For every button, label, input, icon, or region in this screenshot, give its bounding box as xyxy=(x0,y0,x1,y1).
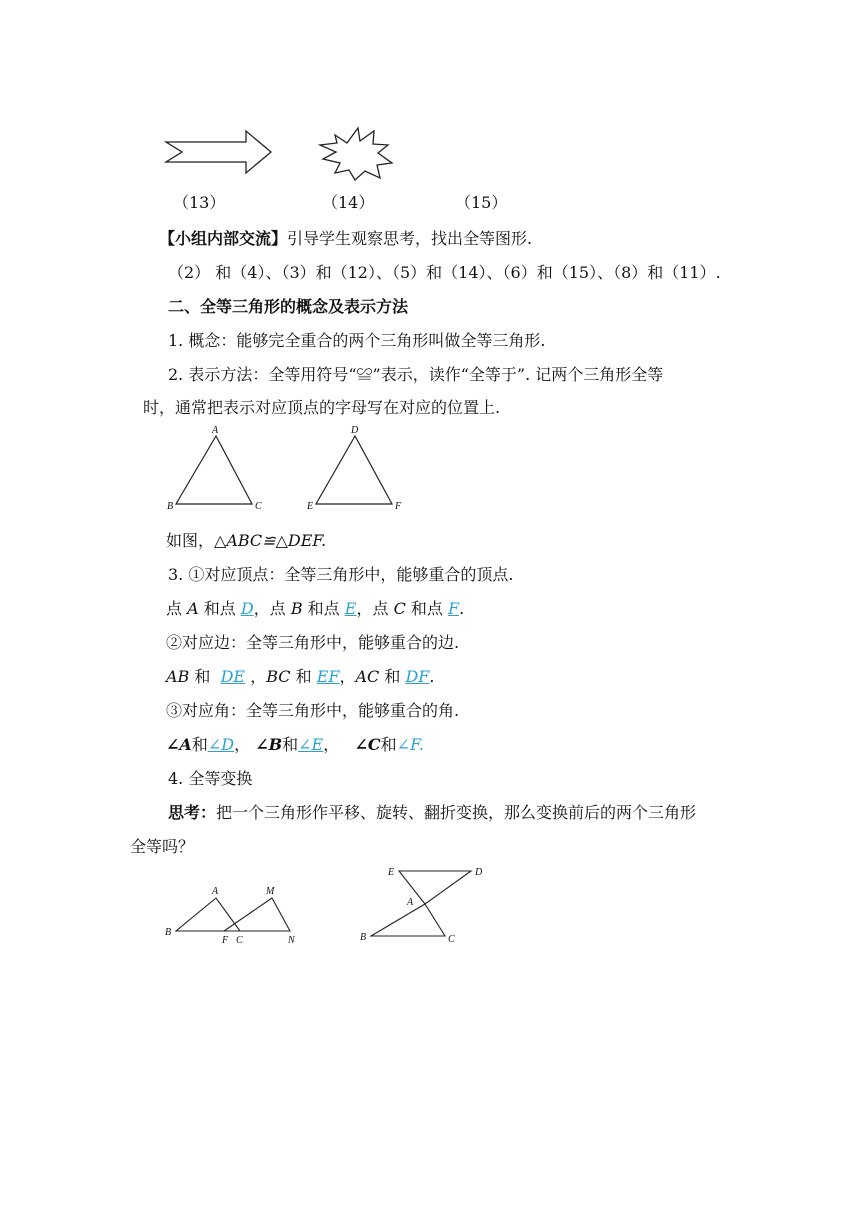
answer-vertex-f: F xyxy=(448,599,460,618)
answer-vertex-e: E xyxy=(344,599,357,618)
side-ab: AB xyxy=(166,667,190,686)
congruence-formula: △ABC≌△DEF. xyxy=(214,531,327,550)
text-and: 和 xyxy=(380,735,397,754)
side-ac: AC xyxy=(355,667,380,686)
as-shown-line xyxy=(166,528,326,551)
answer-side-de: DE xyxy=(220,667,246,686)
answer-vertex-d: D xyxy=(240,599,254,618)
answer-angle-d: ∠D xyxy=(207,735,235,754)
label-C: C xyxy=(236,935,243,946)
sides-line xyxy=(166,664,435,687)
label-N: N xyxy=(288,935,295,946)
text-and: 和 xyxy=(290,667,317,686)
label-F: F xyxy=(395,501,402,512)
vertices-line xyxy=(166,596,464,619)
top-shapes-figure xyxy=(160,125,410,185)
text-comma: ， xyxy=(339,667,356,686)
text-comma: ， xyxy=(245,667,267,686)
text-period: . xyxy=(429,667,435,686)
rotation-figure xyxy=(355,860,495,950)
label-D: D xyxy=(351,425,359,436)
angle-c: ∠C xyxy=(354,735,381,754)
answer-side-ef: EF xyxy=(316,667,340,686)
group-exchange-line xyxy=(159,226,532,249)
label-A: A xyxy=(212,886,219,897)
angle-b: ∠B xyxy=(255,735,283,754)
label-D: D xyxy=(475,867,483,878)
label-B: B xyxy=(167,501,174,512)
text-and: 和点 xyxy=(410,599,443,618)
triangle-fmn-translate xyxy=(224,898,290,931)
vertices-title: 3. ①对应顶点：全等三角形中，能够重合的顶点. xyxy=(168,565,514,584)
side-bc: BC xyxy=(266,667,291,686)
transform-title: 4. 全等变换 xyxy=(168,769,253,788)
arrow-shape xyxy=(166,131,271,173)
think-tag: 思考： xyxy=(168,803,217,822)
text-comma: ，点 xyxy=(356,599,389,618)
label-C: C xyxy=(255,501,262,512)
as-shown-prefix: 如图， xyxy=(166,531,215,550)
triangle-def xyxy=(316,436,392,504)
angles-title: ③对应角：全等三角形中，能够重合的角. xyxy=(166,701,460,720)
answer-angle-e: ∠E xyxy=(298,735,324,754)
triangle-abc-rotate xyxy=(371,904,445,936)
text-and: 和点 xyxy=(203,599,236,618)
text-point: 点 xyxy=(166,599,183,618)
notation-line1: 2. 表示方法：全等用符号“≌”表示，读作“全等于”. 记两个三角形全等 xyxy=(168,365,664,384)
label-M: M xyxy=(266,886,275,897)
text-and: 和 xyxy=(191,735,208,754)
text-and: 和 xyxy=(282,735,299,754)
label-B: B xyxy=(360,932,367,943)
triangles-abc-def-figure xyxy=(160,420,420,520)
text-period: . xyxy=(459,599,465,618)
label-E: E xyxy=(307,501,314,512)
concept-line: 1. 概念：能够完全重合的两个三角形叫做全等三角形. xyxy=(168,331,546,350)
translation-figure xyxy=(160,880,310,950)
text-comma: ，点 xyxy=(253,599,286,618)
vertex-b: B xyxy=(290,599,303,618)
text-and: 和 xyxy=(189,667,216,686)
vertex-c: C xyxy=(393,599,406,618)
think-line1 xyxy=(168,800,696,823)
label-F: F xyxy=(222,935,229,946)
triangle-abc xyxy=(176,436,252,504)
figure-label-15: （15） xyxy=(455,193,508,212)
section2-title: 二、全等三角形的概念及表示方法 xyxy=(168,297,409,316)
group-exchange-text: 引导学生观察思考，找出全等图形. xyxy=(287,229,533,248)
label-E: E xyxy=(388,867,395,878)
text-comma: ， xyxy=(234,735,251,754)
label-C: C xyxy=(448,934,455,945)
text-and: 和点 xyxy=(307,599,340,618)
answer-side-df: DF xyxy=(405,667,430,686)
text-and: 和 xyxy=(379,667,406,686)
label-A: A xyxy=(212,425,219,436)
vertex-a: A xyxy=(187,599,199,618)
answer-angle-f: ∠F. xyxy=(396,735,424,754)
sides-title: ②对应边：全等三角形中，能够重合的边. xyxy=(166,633,460,652)
label-A: A xyxy=(407,897,414,908)
text-comma: ， xyxy=(323,735,340,754)
angle-a: ∠A xyxy=(166,735,192,754)
answer-pairs: （2） 和（4）、（3）和（12）、（5）和（14）、（6）和（15）、（8）和（11）. xyxy=(168,263,721,282)
think-line2: 全等吗？ xyxy=(130,837,195,856)
think-text: 把一个三角形作平移、旋转、翻折变换，那么变换前后的两个三角形 xyxy=(216,803,697,822)
group-exchange-tag: 【小组内部交流】 xyxy=(159,229,288,248)
figure-label-14: （14） xyxy=(322,193,375,212)
label-B: B xyxy=(165,927,172,938)
angles-line xyxy=(166,732,424,755)
starburst-shape xyxy=(320,128,392,180)
figure-label-13: （13） xyxy=(173,193,226,212)
notation-line2: 时，通常把表示对应顶点的字母写在对应的位置上. xyxy=(143,398,501,417)
